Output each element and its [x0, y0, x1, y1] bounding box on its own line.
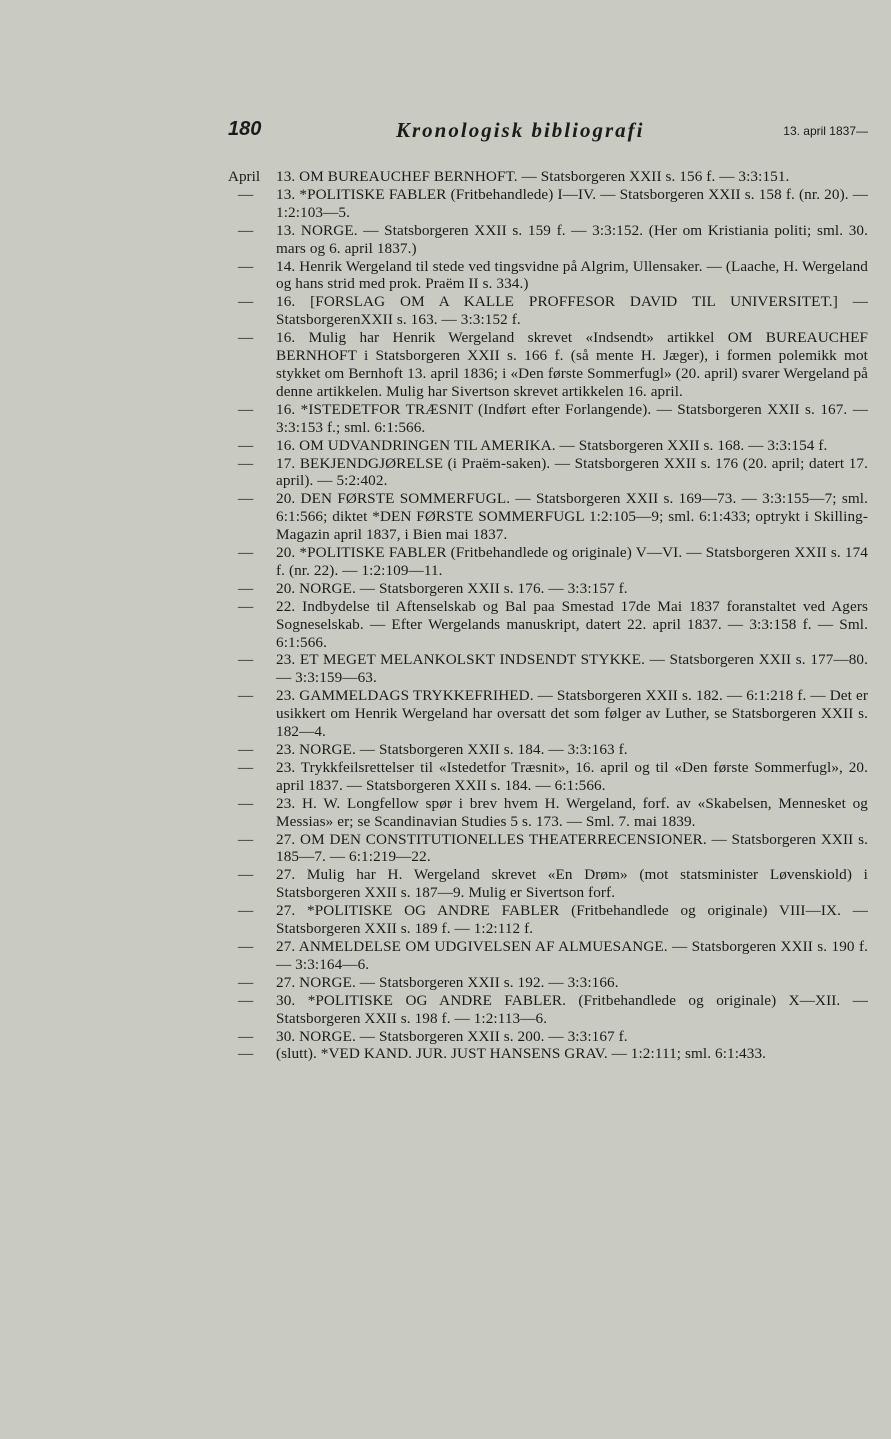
bibliography-entry [228, 831, 868, 867]
bibliography-entry [228, 293, 868, 329]
entry-text: 20. *POLITISKE FABLER (Fritbehandlede og originale) V—VI. — Statsborgeren XXII s. 174 f. (nr. 22). — 1:2:109—11. [276, 544, 868, 579]
entry-text: 22. Indbydelse til Aftenselskab og Bal paa Smestad 17de Mai 1837 foranstaltet ved Agers Sogneselskab. — Efter Wergelands manuskript, datert 22. april 1837. — 3:3:158 f. — Sml. 6:1:566. [276, 597, 868, 651]
entry-month-marker: April [228, 168, 261, 185]
entry-month-marker: — [238, 436, 254, 454]
entry-month-marker: — [238, 991, 254, 1009]
entry-month-marker: — [238, 937, 254, 955]
bibliography-entry [228, 437, 868, 455]
entry-month-marker: — [238, 1027, 254, 1045]
bibliography-entry [228, 741, 868, 759]
entry-text: (slutt). *VED KAND. JUR. JUST HANSENS GRAV. — 1:2:111; sml. 6:1:433. [276, 1045, 767, 1063]
entry-text: 20. NORGE. — Statsborgeren XXII s. 176. — 3:3:157 f. [276, 579, 628, 597]
entry-month-marker: — [238, 221, 254, 239]
bibliography-entry [228, 759, 868, 795]
entry-text: 14. Henrik Wergeland til stede ved tingsvidne på Algrim, Ullensaker. — (Laache, H. Wergeland og hans strid med prok. Praëm II s. 334.) [276, 257, 868, 293]
entry-text: 30. NORGE. — Statsborgeren XXII s. 200. — 3:3:167 f. [276, 1027, 628, 1045]
entry-text: 16. *ISTEDETFOR TRÆSNIT (Indført efter Forlangende). — Statsborgeren XXII s. 167. — 3:3:153 f.; sml. 6:1:566. [276, 400, 868, 436]
entry-month-marker: — [238, 597, 254, 615]
entry-text: 27. ANMELDELSE OM UDGIVELSEN AF ALMUESANGE. — Statsborgeren XXII s. 190 f. — 3:3:164—6. [276, 937, 868, 973]
entry-text: 13. NORGE. — Statsborgeren XXII s. 159 f. — 3:3:152. (Her om Kristiania politi; sml. 30. mars og 6. april 1837.) [276, 221, 868, 257]
bibliography-entry [228, 598, 868, 652]
bibliography-entry [228, 902, 868, 938]
bibliography-entry [228, 1045, 868, 1063]
entry-month-marker: — [238, 973, 254, 991]
entry-text: 27. Mulig har H. Wergeland skrevet «En Drøm» (mot statsminister Løvenskiold) i Statsborgeren XXII s. 187—9. Mulig er Sivertson forf. [276, 866, 868, 902]
bibliography-entry [228, 455, 868, 491]
bibliography-entry [228, 544, 868, 580]
entry-month-marker: — [238, 1045, 254, 1063]
date-range: 13. april 1837— [783, 124, 868, 138]
running-header [228, 118, 868, 148]
bibliography-entry [228, 938, 868, 974]
entry-month-marker: — [238, 741, 254, 758]
entry-month-marker: — [238, 544, 254, 562]
entry-text: 27. NORGE. — Statsborgeren XXII s. 192. — 3:3:166. [276, 973, 619, 991]
entry-month-marker: — [238, 830, 254, 848]
bibliography-entry [228, 401, 868, 437]
entry-month-marker: — [238, 902, 254, 920]
entry-month-marker: — [238, 579, 254, 597]
entry-text: 23. GAMMELDAGS TRYKKEFRIHED. — Statsborgeren XXII s. 182. — 6:1:218 f. — Det er usikkert om Henrik Wergeland har oversatt det som følger av Luther, se Statsborgeren XXII s. 182—4. [276, 687, 868, 741]
entry-month-marker: — [238, 490, 254, 508]
bibliography-entry [228, 687, 868, 741]
entry-month-marker: — [238, 687, 254, 705]
entry-text: 13. *POLITISKE FABLER (Fritbehandlede) I—IV. — Statsborgeren XXII s. 158 f. (nr. 20). — 1:2:103—5. [276, 185, 868, 221]
page-number: 180 [228, 118, 262, 140]
entry-text: 23. Trykkfeilsrettelser til «Istedetfor Træsnit», 16. april og til «Den første Sommerfugl», 20. april 1837. — Statsborgeren XXII s. 184. — 6:1:566. [276, 758, 868, 794]
entry-month-marker: — [238, 329, 254, 347]
bibliography-entry [228, 992, 868, 1028]
entry-text: 23. NORGE. — Statsborgeren XXII s. 184. — 3:3:163 f. [276, 741, 628, 758]
entry-month-marker: — [238, 400, 254, 418]
entry-text: 30. *POLITISKE OG ANDRE FABLER. (Fritbehandlede og originale) X—XII. — Statsborgeren XXII s. 198 f. — 1:2:113—6. [276, 991, 868, 1027]
bibliography-entry [228, 490, 868, 544]
bibliography-entry [228, 974, 868, 992]
bibliography-entry [228, 222, 868, 258]
entry-month-marker: — [238, 866, 254, 884]
bibliography-entry [228, 258, 868, 294]
page-title: Kronologisk bibliografi [396, 118, 645, 142]
entry-month-marker: — [238, 293, 254, 311]
entry-text: 23. ET MEGET MELANKOLSKT INDSENDT STYKKE. — Statsborgeren XXII s. 177—80. — 3:3:159—63. [276, 651, 868, 687]
entry-text: 16. OM UDVANDRINGEN TIL AMERIKA. — Statsborgeren XXII s. 168. — 3:3:154 f. [276, 436, 828, 454]
bibliography-entry [228, 168, 868, 186]
entry-text: 27. *POLITISKE OG ANDRE FABLER (Fritbehandlede og originale) VIII—IX. — Statsborgeren XXII s. 189 f. — 1:2:112 f. [276, 902, 868, 938]
entry-month-marker: — [238, 454, 254, 472]
bibliography-entry [228, 1028, 868, 1046]
bibliography-entry [228, 329, 868, 401]
entry-text: 23. H. W. Longfellow spør i brev hvem H. Wergeland, forf. av «Skabelsen, Mennesket og Messias» er; se Scandinavian Studies 5 s. 173. — Sml. 7. mai 1839. [276, 794, 868, 830]
entry-text: 27. OM DEN CONSTITUTIONELLES THEATERRECENSIONER. — Statsborgeren XXII s. 185—7. — 6:1:219—22. [276, 830, 868, 866]
bibliography-entry [228, 866, 868, 902]
entry-month-marker: — [238, 257, 254, 275]
entry-month-marker: — [238, 651, 254, 669]
bibliography-entry [228, 651, 868, 687]
bibliography-entries [228, 168, 868, 1063]
entry-text: 20. DEN FØRSTE SOMMERFUGL. — Statsborgeren XXII s. 169—73. — 3:3:155—7; sml. 6:1:566; diktet *DEN FØRSTE SOMMERFUGL 1:2:105—9; sml. 6:1:433; optrykt i Skilling-Magazin april 1837, i Bien mai 1837. [276, 490, 868, 544]
entry-text: 16. [FORSLAG OM A KALLE PROFFESOR DAVID TIL UNIVERSITET.] — StatsborgerenXXII s. 163. — 3:3:152 f. [276, 293, 868, 329]
bibliography-entry [228, 580, 868, 598]
entry-text: 16. Mulig har Henrik Wergeland skrevet «Indsendt» artikkel OM BUREAUCHEF BERNHOFT i Statsborgeren XXII s. 166 f. (så mente H. Jæger), i formen polemikk mot stykket om Bernhoft 13. april 1836; i «Den første Sommerfugl» (20. april) svarer Wergeland på denne artikkelen. Mulig har Sivertson skrevet artikkelen 16. april. [276, 329, 868, 400]
entry-text: 17. BEKJENDGJØRELSE (i Praëm-saken). — Statsborgeren XXII s. 176 (20. april; datert 17. april). — 5:2:402. [276, 454, 868, 490]
entry-text: 13. OM BUREAUCHEF BERNHOFT. — Statsborgeren XXII s. 156 f. — 3:3:151. [276, 168, 790, 185]
bibliography-entry [228, 186, 868, 222]
bibliography-entry [228, 795, 868, 831]
entry-month-marker: — [238, 185, 254, 203]
entry-month-marker: — [238, 794, 254, 812]
entry-month-marker: — [238, 758, 254, 776]
